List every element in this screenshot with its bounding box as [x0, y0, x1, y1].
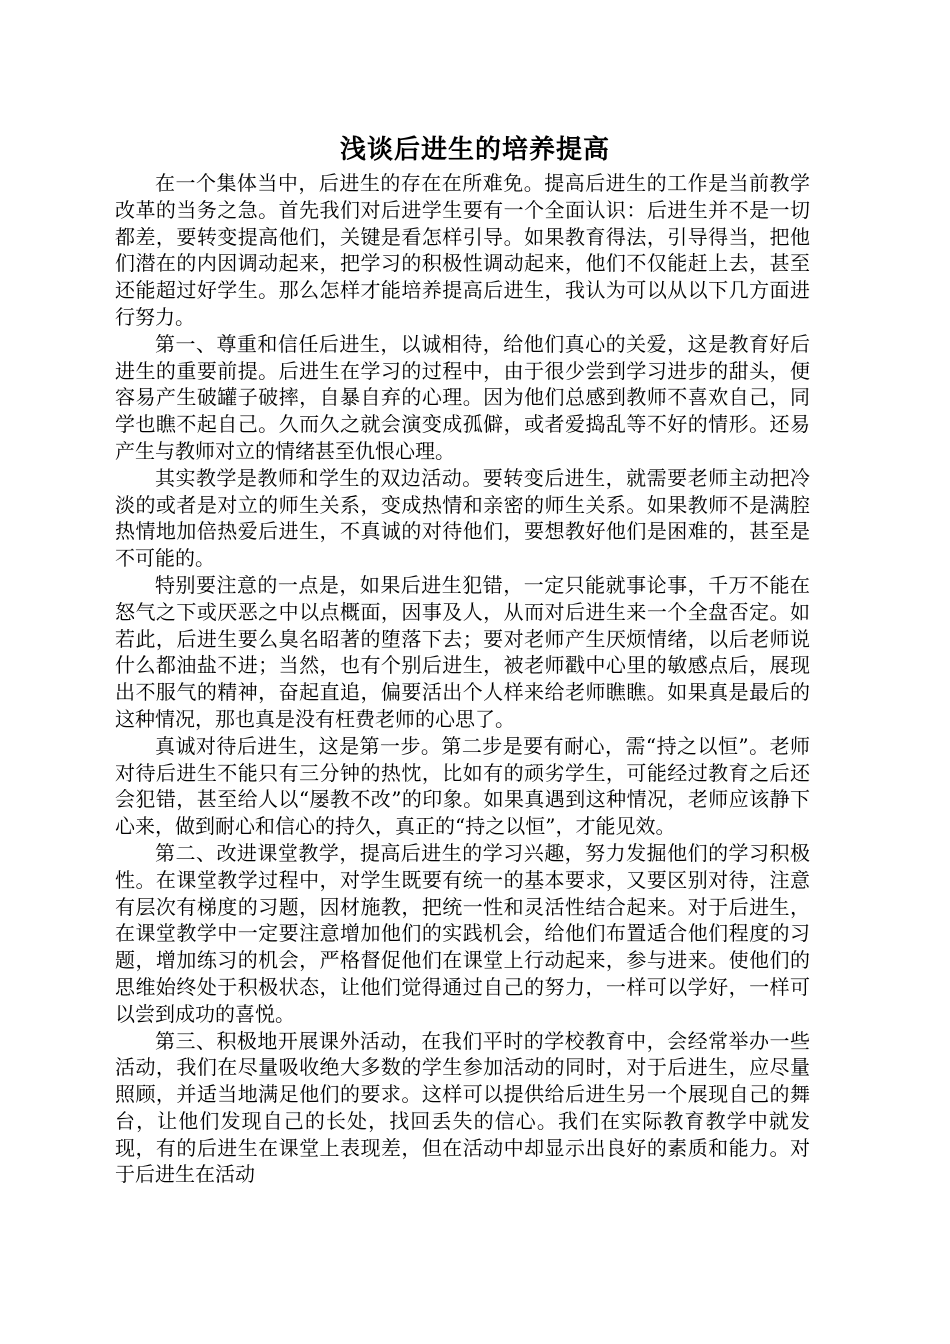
document-body [115, 170, 810, 1188]
paragraph-point-two: 第二、改进课堂教学，提高后进生的学习兴趣，努力发掘他们的学习积极性。在课堂教学过程中，对学生既要有统一的基本要求，又要区别对待，注意有层次有梯度的习题，因材施教，把统一性和灵活性结合起来。对于后进生，在课堂教学中一定要注意增加他们的实践机会，给他们布置适合他们程度的习题，增加练习的机会，严格督促他们在课堂上行动起来，参与进来。使他们的思维始终处于积极状态，让他们觉得通过自己的努力，一样可以学好，一样可以尝到成功的喜悦。 [115, 840, 810, 1026]
paragraph-teacher-student: 其实教学是教师和学生的双边活动。要转变后进生，就需要老师主动把冷淡的或者是对立的师生关系，变成热情和亲密的师生关系。如果教师不是满腔热情地加倍热爱后进生，不真诚的对待他们，要想教好他们是困难的，甚至是不可能的。 [115, 465, 810, 571]
paragraph-mistakes: 特别要注意的一点是，如果后进生犯错，一定只能就事论事，千万不能在怒气之下或厌恶之中以点概面，因事及人，从而对后进生来一个全盘否定。如若此，后进生要么臭名昭著的堕落下去；要对老师产生厌烦情绪，以后老师说什么都油盐不进；当然，也有个别后进生，被老师戳中心里的敏感点后，展现出不服气的精神，奋起直追，偏要活出个人样来给老师瞧瞧。如果真是最后的这种情况，那也真是没有枉费老师的心思了。 [115, 572, 810, 731]
paragraph-intro: 在一个集体当中，后进生的存在在所难免。提高后进生的工作是当前教学改革的当务之急。首先我们对后进学生要有一个全面认识：后进生并不是一切都差，要转变提高他们，关键是看怎样引导。如果教育得法，引导得当，把他们潜在的内因调动起来，把学习的积极性调动起来，他们不仅能赶上去，甚至还能超过好学生。那么怎样才能培养提高后进生，我认为可以从以下几方面进行努力。 [115, 171, 810, 329]
paragraph-point-one: 第一、尊重和信任后进生，以诚相待，给他们真心的关爱，这是教育好后进生的重要前提。后进生在学习的过程中，由于很少尝到学习进步的甜头，便容易产生破罐子破摔，自暴自弃的心理。因为他们总感到教师不喜欢自己，同学也瞧不起自己。久而久之就会演变成孤僻，或者爱捣乱等不好的情形。还易产生与教师对立的情绪甚至仇恨心理。 [115, 331, 810, 463]
document-title: 浅谈后进生的培养提高 [339, 135, 610, 165]
paragraph-point-three: 第三、积极地开展课外活动，在我们平时的学校教育中，会经常举办一些活动，我们在尽量吸收绝大多数的学生参加活动的同时，对于后进生，应尽量照顾，并适当地满足他们的要求。这样可以提供给后进生另一个展现自己的舞台，让他们发现自己的长处，找回丢失的信心。我们在实际教育教学中就发现，有的后进生在课堂上表现差，但在活动中却显示出良好的素质和能力。对于后进生在活动 [115, 1028, 810, 1187]
paragraph-patience: 真诚对待后进生，这是第一步。第二步是要有耐心，需“持之以恒”。老师对待后进生不能只有三分钟的热忱，比如有的顽劣学生，可能经过教育之后还会犯错，甚至给人以“屡教不改”的印象。如果真遇到这种情况，老师应该静下心来，做到耐心和信心的持久，真正的“持之以恒”，才能见效。 [115, 733, 810, 839]
